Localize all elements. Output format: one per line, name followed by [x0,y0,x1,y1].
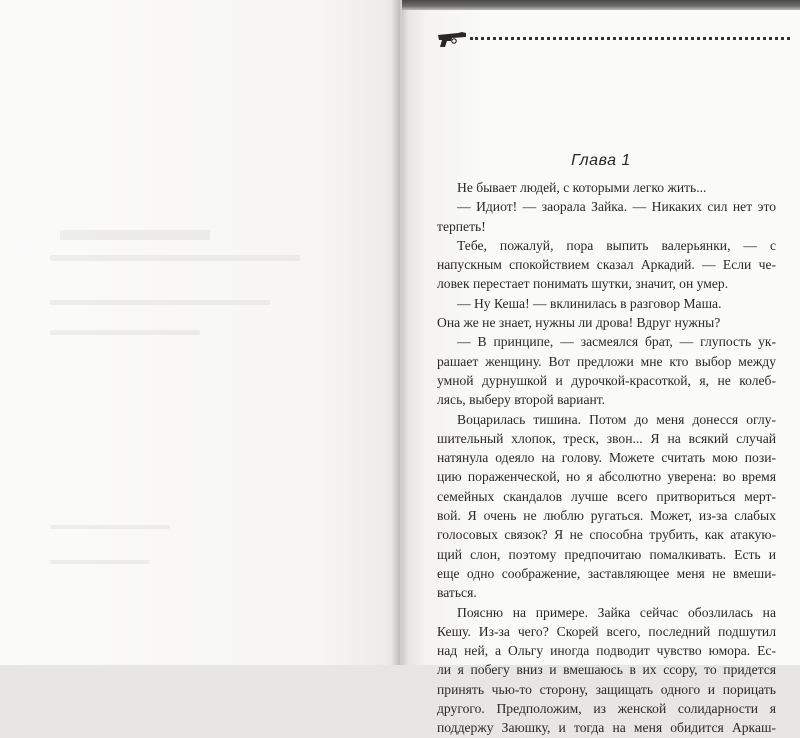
bleed-through-mark [50,255,300,261]
revolver-icon [436,29,468,49]
text-line: натянула одеяло на голову. Можете считать мою пози- [437,450,776,466]
text-line: ловек перестает понимать шутки, значит, он умер. [437,276,729,292]
text-line: поддержу Заюшку, и тогда на меня обидится Аркаш- [437,720,776,736]
text-line: семейных скандалов лучше всего притвориться мерт- [437,488,776,504]
text-line: над ней, а Ольгу иногда подводит чувство юмора. Ес- [437,643,776,659]
text-line: — Ну Кеша! — вклинилась в разговор Маша. [457,295,722,311]
text-line: лясь, выберу второй вариант. [437,392,606,408]
scan-edge [402,0,800,10]
text-line: Тебе, пожалуй, пора выпить валерьянки, — с [457,237,776,253]
text-line: рашает женщину. Вот предложи мне кто выбор между [437,353,776,369]
left-page [0,0,400,665]
bleed-through-mark [50,525,170,529]
chapter-body-text [437,178,776,738]
text-line: принять чью-то сторону, защищать одного и порицать [437,681,776,697]
text-line: другого. Предположим, из женской солидарности я [437,701,776,717]
text-line: Не бывает людей, с которыми легко жить... [457,180,707,195]
text-line: шительный хлопок, треск, звон... Я на всякий случай [437,430,776,446]
text-line: щий слон, поэтому предпочитаю помалкивать. Есть и [437,546,776,562]
bleed-through-mark [50,300,270,305]
text-line: голосовых связок? Я не способна трубить, как атакую- [437,527,776,543]
bleed-through-mark [50,560,150,564]
text-line: ваться. [437,585,477,601]
bleed-through-mark [60,230,210,240]
text-line: Воцарилась тишина. Потом до меня донесся оглу- [457,411,776,427]
text-line: — В принципе, — засмеялся брат, — глупость ук- [457,334,776,350]
text-line: Кешу. Из-за чего? Скорей всего, последний подшутил [437,623,776,639]
header-dotted-rule [470,37,790,40]
text-line: еще одно соображение, заставляющее меня не вмеши- [437,565,776,581]
text-line: умной дурнушкой и дурочкой-красоткой, я, не колеб- [437,372,776,388]
text-line: ли я побегу вниз и вмешаюсь в их ссору, то придется [437,662,776,678]
text-line: терпеть! [437,218,486,234]
text-line: Она же не знает, нужны ли дрова! Вдруг нужны? [437,315,721,331]
text-line: — Идиот! — заорала Зайка. — Никаких сил нет это [457,199,776,215]
text-line: Поясню на примере. Зайка сейчас обозлилась на [457,604,776,620]
chapter-title: Глава 1 [571,152,631,169]
book-gutter [392,0,408,665]
text-line: вой. Я очень не люблю ругаться. Может, из-за слабых [437,508,776,524]
bleed-through-mark [50,330,200,335]
text-line: цию пораженческой, но я абсолютно уверена: во время [437,469,776,485]
text-line: напускным спокойствием сказал Аркадий. — Если че- [437,257,776,273]
